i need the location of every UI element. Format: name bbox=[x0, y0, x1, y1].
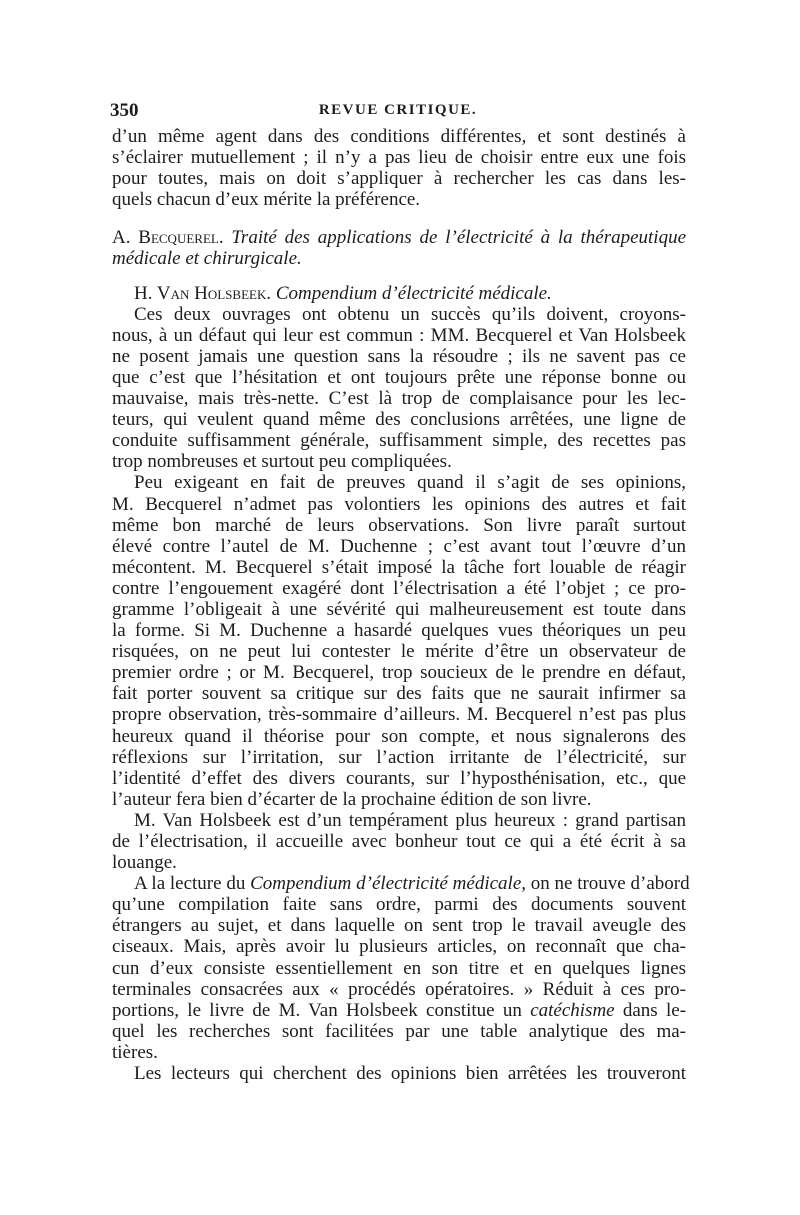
reference-line bbox=[112, 283, 686, 304]
text-line: ne posent jamais une question sans la résoudre ; ils ne savent pas ce bbox=[112, 345, 686, 367]
reference-title-continued: médicale et chirurgicale. bbox=[112, 248, 302, 270]
text-line: heureux quand il théorise pour son compte, et nous signalerons des bbox=[112, 725, 686, 747]
text-line: l’identité d’effet des divers courants, sur l’hyposthénisation, etc., que bbox=[112, 767, 686, 789]
text-fragment: portions, le livre de M. Van Holsbeek constitue un bbox=[112, 999, 522, 1021]
running-head bbox=[110, 100, 686, 126]
paragraph-3 bbox=[112, 810, 686, 873]
text-fragment: on ne trouve d’abord bbox=[530, 873, 690, 895]
page-number: 350 bbox=[110, 100, 139, 121]
text-line: même bon marché de leurs observations. Son livre paraît surtout bbox=[112, 514, 686, 536]
reference-van-holsbeek bbox=[112, 283, 686, 304]
text-line: s’éclairer mutuellement ; il n’y a pas lieu de choisir entre eux une fois bbox=[112, 147, 686, 169]
text-line: Ces deux ouvrages ont obtenu un succès qu’ils doivent, croyons- bbox=[134, 303, 686, 325]
running-title: REVUE CRITIQUE. bbox=[318, 102, 478, 118]
text-line: terminales consacrées aux « procédés opératoires. » Réduit à ces pro- bbox=[112, 978, 686, 1000]
reference-author: H. Van Holsbeek. bbox=[134, 282, 272, 304]
text-line: de l’électrisation, il accueille avec bonheur tout ce qui a été écrit à sa bbox=[112, 831, 686, 852]
text-line: ciseaux. Mais, après avoir lu plusieurs articles, on reconnaît que cha- bbox=[112, 936, 686, 958]
reference-becquerel bbox=[112, 227, 686, 269]
text-line: la forme. Si M. Duchenne a hasardé quelques vues théoriques un peu bbox=[112, 620, 686, 642]
text-line: tières. bbox=[112, 1041, 158, 1063]
text-line: fait porter souvent sa critique sur des faits que ne saurait infirmer sa bbox=[112, 683, 686, 705]
reference-title: Traité des applications de l’électricité à la thérapeutique bbox=[231, 227, 687, 249]
text-fragment: A la lecture du bbox=[134, 873, 246, 895]
text-line: premier ordre ; or M. Becquerel, trop soucieux de le prendre en défaut, bbox=[112, 662, 686, 684]
reference-line bbox=[112, 227, 686, 248]
page-body bbox=[112, 126, 690, 1085]
reference-author: A. Becquerel. bbox=[112, 227, 224, 249]
text-line: d’un même agent dans des conditions différentes, et sont destinés à bbox=[112, 126, 686, 147]
text-fragment: dans le- bbox=[622, 999, 687, 1021]
paragraph-1 bbox=[112, 304, 686, 473]
paragraph-2 bbox=[112, 472, 686, 810]
text-line: gramme l’obligeait à une sévérité qui malheureusement est toute dans bbox=[112, 598, 686, 620]
text-line: qu’une compilation faite sans ordre, parmi des documents souvent bbox=[112, 894, 686, 916]
emphasis: catéchisme bbox=[530, 999, 615, 1021]
text-line: teurs, qui veulent quand même des conclusions arrêtées, une ligne de bbox=[112, 409, 686, 431]
text-line: l’auteur fera bien d’écarter de la prochaine édition de son livre. bbox=[112, 788, 592, 810]
text-line: M. Becquerel n’admet pas volontiers les opinions des autres et fait bbox=[112, 493, 686, 515]
text-line: réflexions sur l’irritation, sur l’action irritante de l’électricité, sur bbox=[112, 746, 686, 768]
text-line: propre observation, très-sommaire d’ailleurs. M. Becquerel n’est pas plus bbox=[112, 704, 686, 726]
text-line: conduite suffisamment générale, suffisamment simple, des recettes pas bbox=[112, 430, 686, 452]
text-line: pour toutes, mais on doit s’appliquer à rechercher les cas dans les- bbox=[112, 168, 686, 190]
reference-title: Compendium d’électricité médicale. bbox=[275, 282, 552, 304]
text-line: M. Van Holsbeek est d’un tempérament plus heureux : grand partisan bbox=[134, 809, 686, 831]
text-line: nous, à un défaut qui leur est commun : MM. Becquerel et Van Holsbeek bbox=[112, 324, 686, 346]
text-line: quel les recherches sont facilitées par une table analytique des ma- bbox=[112, 1020, 686, 1042]
paragraph-5 bbox=[112, 1063, 686, 1084]
book-title: Compendium d’électricité médicale, bbox=[250, 873, 527, 895]
paragraph-intro bbox=[112, 126, 686, 210]
text-line: risquées, on ne peut lui contester le mérite d’être un observateur de bbox=[112, 641, 686, 663]
text-line: quels chacun d’eux mérite la préférence. bbox=[112, 189, 421, 211]
text-line: étrangers au sujet, et dans laquelle on sent trop le travail aveugle des bbox=[112, 915, 686, 937]
text-line: que c’est que l’hésitation et ont toujours prête une réponse bonne ou bbox=[112, 366, 686, 388]
text-line: Les lecteurs qui cherchent des opinions bien arrêtées les trouveront bbox=[134, 1063, 686, 1085]
text-line: contre l’engouement exagéré dont l’électrisation a été l’objet ; ce pro- bbox=[112, 577, 686, 599]
paragraph-4 bbox=[112, 873, 690, 1063]
text-line: Peu exigeant en fait de preuves quand il s’agit de ses opinions, bbox=[134, 472, 686, 494]
text-line bbox=[112, 1000, 686, 1021]
text-line: cun d’eux consiste essentiellement en son titre et en quelques lignes bbox=[112, 957, 686, 979]
text-line: trop nombreuses et surtout peu compliquées. bbox=[112, 451, 452, 473]
text-line: louange. bbox=[112, 852, 177, 874]
text-line: mécontent. M. Becquerel s’était imposé la tâche fort louable de réagir bbox=[112, 556, 686, 578]
text-line: mauvaise, mais très-nette. C’est là trop de complaisance pour les lec- bbox=[112, 388, 686, 410]
text-line bbox=[112, 873, 690, 895]
text-line: élevé contre l’autel de M. Duchenne ; c’est avant tout l’œuvre d’un bbox=[112, 535, 686, 557]
